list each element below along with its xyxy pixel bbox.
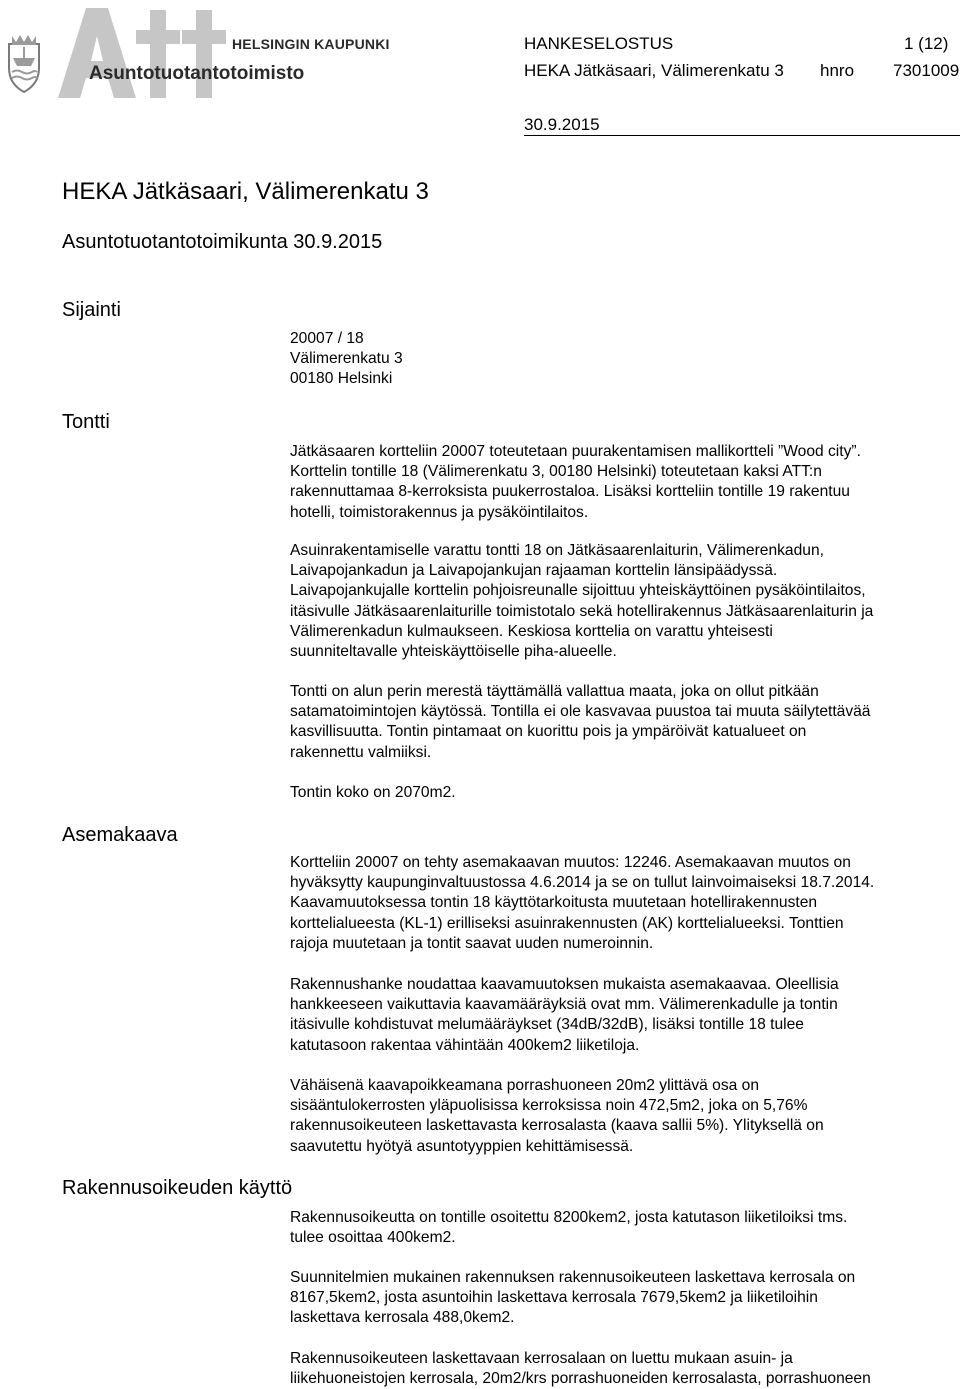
text-line: rajoja muutetaan ja tontit saavat uuden numeroinnin. [290,934,654,952]
header-date: 30.9.2015 [524,115,600,134]
text-line: korttelialueesta (KL-1) erilliseksi asuinrakennusten (AK) korttelialueeksi. Tonttien [290,914,844,932]
text-line: Korttelin tontille 18 (Välimerenkatu 3, 00180 Helsinki) toteutetaan kaksi ATT:n [290,463,822,481]
text-line: itäsivulle kohdistuvat melumääräykset (34dB/32dB), lisäksi tontille 18 tulee [290,1016,804,1034]
text-line: rakennusoikeuteen laskettavasta kerrosalasta (kaava sallii 5%). Ylityksellä on [290,1117,824,1135]
text-line: Jätkäsaaren kortteliin 20007 toteutetaan puurakentamisen mallikortteli ”Wood city”. [290,443,861,460]
text-line: Kaavamuutoksessa tontin 18 käyttötarkoitusta muutetaan hotellirakennusten [290,894,818,912]
asemakaava-paragraph [290,1076,955,1157]
doc-type: HANKESELOSTUS [524,34,674,53]
text-line: liikehuoneistojen kerrosala, 20m2/krs porrashuoneiden kerrosalasta, porrashuoneen [290,1370,871,1388]
document-title: HEKA Jätkäsaari, Välimerenkatu 3 [62,178,429,205]
tontti-paragraph [290,442,955,523]
tontti-paragraph [290,682,955,763]
text-line: hotelli, toimistorakennus ja pysäköintilaitos. [290,503,589,521]
header-project: HEKA Jätkäsaari, Välimerenkatu 3 [524,61,784,80]
text-line: Vähäisenä kaavapoikkeamana porrashuoneen 20m2 ylittävä osa on [290,1077,759,1094]
text-line: itäsivulle Jätkäsaarenlaiturille toimistotalo sekä hotellirakennus Jätkäsaarenlaiturin ja [290,602,874,620]
text-line: laskettava kerrosala 488,0kem2. [290,1309,515,1327]
text-line: Laivapojankadun ja Laivapojankujan rajaaman korttelin länsipäädyssä. [290,562,778,580]
location-block [290,329,955,390]
text-line: saavutettu hyötyä asuntotyyppien kehittämisessä. [290,1137,634,1155]
text-line: Asuinrakentamiselle varattu tontti 18 on Jätkäsaarenlaiturin, Välimerenkadun, [290,542,824,559]
text-line: Suunnitelmien mukainen rakennuksen rakennusoikeuteen laskettava kerrosala on [290,1269,856,1286]
asemakaava-paragraph [290,853,955,954]
heading-sijainti: Sijainti [62,299,121,321]
page-number: 1 (12) [904,34,949,53]
text-line: Välimerenkadun kulmaukseen. Keskiosa korttelia on varattu yhteisesti [290,622,773,640]
heading-rakennusoikeus: Rakennusoikeuden käyttö [62,1177,293,1199]
document-subtitle: Asuntotuotantotoimikunta 30.9.2015 [62,231,383,253]
text-line: 8167,5kem2, josta asuntoihin laskettava kerrosala 7679,5kem2 ja liiketiloihin [290,1289,818,1307]
logo-city-name: HELSINGIN KAUPUNKI [232,36,390,52]
heading-asemakaava: Asemakaava [62,824,178,846]
tontti-paragraph [290,783,955,803]
text-line: rakennettu valmiiksi. [290,743,432,761]
rakennusoikeus-paragraph [290,1208,955,1248]
text-line: Rakennusoikeutta on tontille osoitettu 8200kem2, josta katutason liiketiloiksi tms. [290,1209,848,1226]
heading-tontti: Tontti [62,411,110,433]
helsinki-crest-icon [9,35,39,92]
tontti-paragraph [290,541,955,662]
text-line: Rakennushanke noudattaa kaavamuutoksen mukaista asemakaavaa. Oleellisia [290,976,839,993]
text-line: katutasoon rakentaa vähintään 400kem2 liiketiloja. [290,1036,640,1054]
asemakaava-paragraph [290,975,955,1056]
text-line: suunniteltavalle yhteiskäyttöiselle piha-alueelle. [290,643,617,661]
location-line: 20007 / 18 [290,330,364,347]
text-line: tulee osoittaa 400kem2. [290,1229,456,1247]
rakennusoikeus-paragraph [290,1349,955,1389]
att-logo [0,0,400,110]
hnro-label: hnro [820,61,855,80]
text-line: Tontin koko on 2070m2. [290,784,456,801]
header-rule [524,135,960,136]
hnro-value: 7301009 [893,61,960,80]
logo-agency-name: Asuntotuotantotoimisto [89,63,305,84]
text-line: kasvillisuutta. Tontin pintamaat on kuorittu pois ja ympäröivät katualueet on [290,723,807,741]
location-line: Välimerenkatu 3 [290,350,403,368]
text-line: rakennuttamaa 8-kerroksista puukerrostaloa. Lisäksi kortteliin tontille 19 rakentuu [290,483,850,501]
text-line: hyväksytty kaupunginvaltuustossa 4.6.2014 ja se on tullut lainvoimaiseksi 18.7.2014. [290,874,875,892]
text-line: Kortteliin 20007 on tehty asemakaavan muutos: 12246. Asemakaavan muutos on [290,854,851,871]
text-line: Rakennusoikeuteen laskettavaan kerrosalaan on luettu mukaan asuin- ja [290,1350,793,1367]
text-line: hankkeeseen vaikuttavia kaavamääräyksiä ovat mm. Välimerenkadulle ja tontin [290,996,838,1014]
text-line: Laivapojankujalle korttelin pohjoisreunalle sijoittuu yhteiskäyttöinen pysäköintilaitos, [290,582,866,600]
text-line: satamatoimintojen käytössä. Tontilla ei ole kasvavaa puustoa tai muuta säilytettävää [290,703,871,721]
text-line: sisääntulokerrosten yläpuolisissa kerroksissa noin 472,5m2, joka on 5,76% [290,1097,808,1115]
rakennusoikeus-paragraph [290,1268,955,1329]
text-line: Tontti on alun perin merestä täyttämällä vallattua maata, joka on ollut pitkään [290,683,819,700]
location-line: 00180 Helsinki [290,370,393,388]
